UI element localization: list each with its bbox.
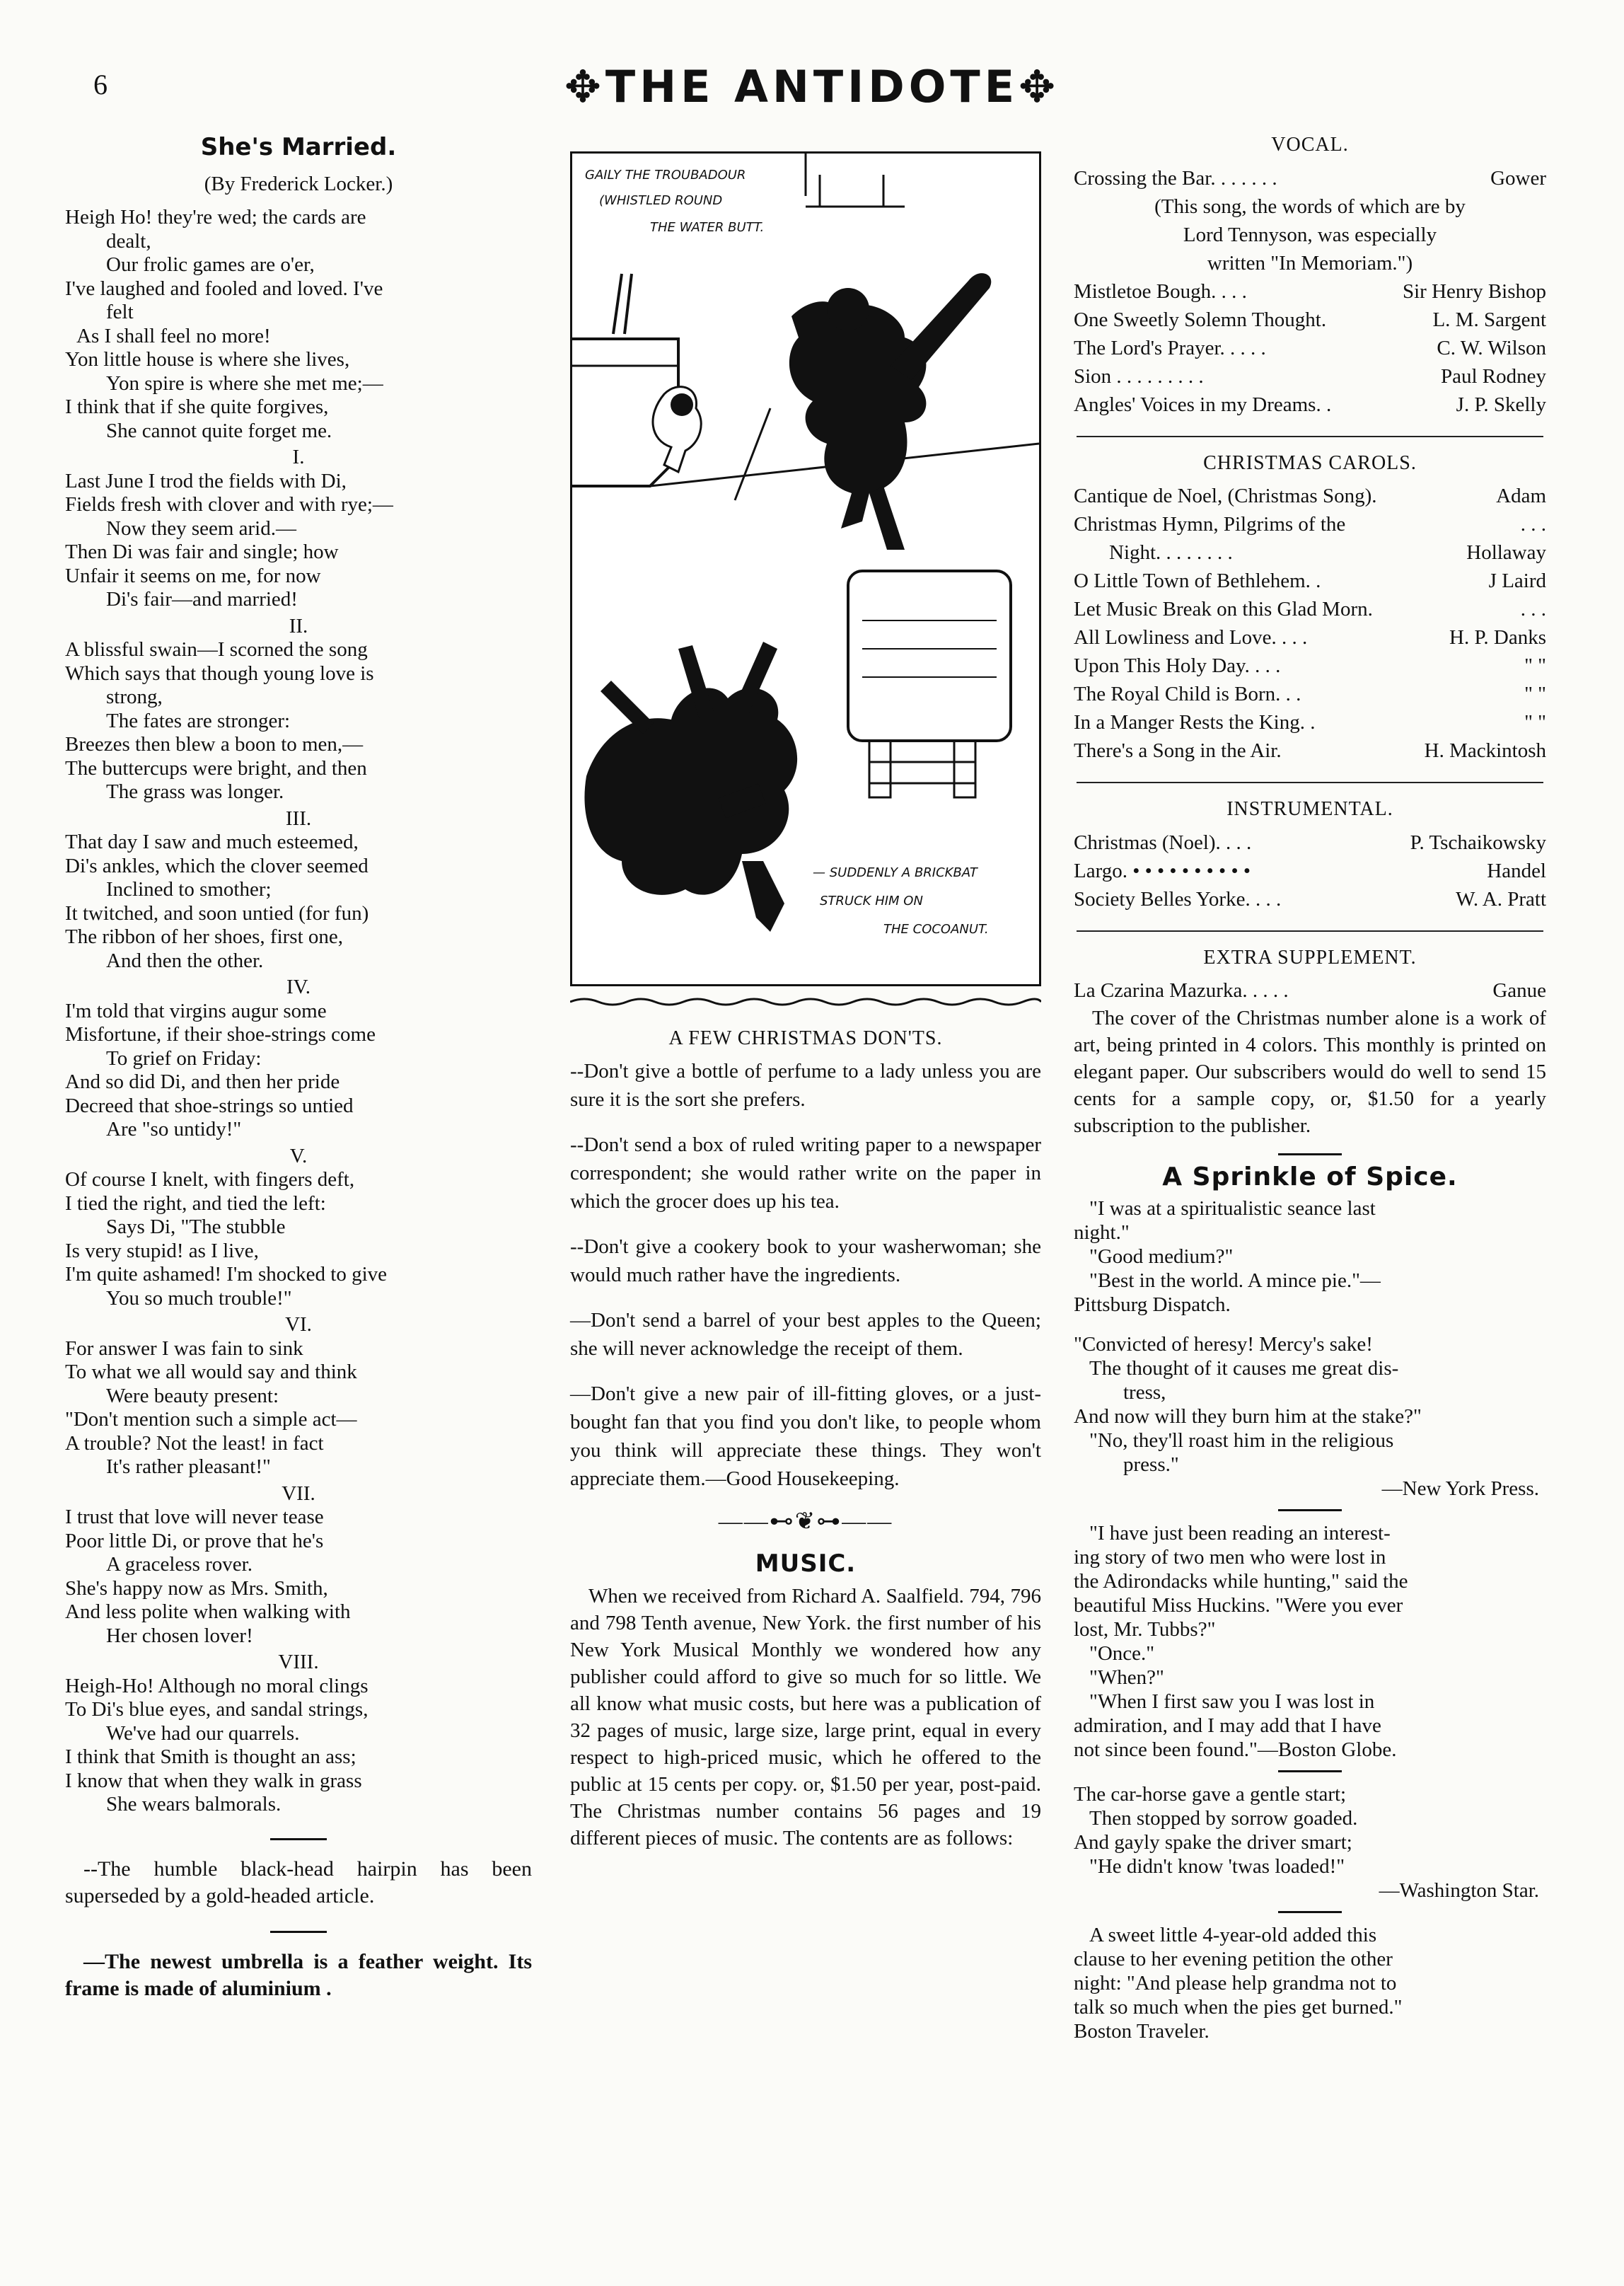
cartoon-caption: STRUCK HIM ON	[820, 894, 923, 908]
poem-line: A trouble? Not the least! in fact	[65, 1431, 324, 1455]
hairpin-note: --The humble black-head hairpin has been superseded by a gold-headed article.	[65, 1857, 532, 1907]
ornament-divider: ——⊷❦⊶——	[718, 1508, 893, 1535]
entry-note: Lord Tennyson, was especially	[1183, 223, 1437, 246]
entry-author: Paul Rodney	[1440, 364, 1546, 388]
joke-line: Pittsburg Dispatch.	[1074, 1293, 1231, 1316]
stanza-number: VII.	[282, 1482, 315, 1505]
poem-intro	[65, 206, 532, 443]
joke-line: "He didn't know 'twas loaded!"	[1089, 1854, 1345, 1878]
poem-line: Yon little house is where she lives,	[65, 348, 350, 371]
music-entry	[1074, 362, 1546, 391]
middle-column	[570, 127, 1041, 1869]
poem-line: Is very stupid! as I live,	[65, 1239, 259, 1262]
poem-line: And so did Di, and then her pride	[65, 1070, 340, 1093]
section-divider	[1077, 930, 1543, 932]
joke-line: Boston Traveler.	[1074, 2019, 1210, 2043]
entry-note: (This song, the words of which are by	[1154, 195, 1466, 218]
joke-line: press."	[1123, 1453, 1179, 1476]
entry-author: . . .	[1520, 598, 1546, 620]
stanza-number: II.	[289, 614, 308, 637]
masthead-title: ✥THE ANTIDOTE✥	[564, 61, 1060, 112]
entry-title: Let Music Break on this Glad Morn.	[1074, 598, 1373, 620]
poem-line: A graceless rover.	[106, 1553, 253, 1576]
stanza-number: IV.	[286, 976, 311, 998]
stanza-number: V.	[289, 1144, 308, 1167]
spice-heading: A Sprinkle of Spice.	[1162, 1162, 1458, 1191]
poem-line: Our frolic games are o'er,	[106, 253, 315, 276]
music-entry	[1074, 567, 1546, 595]
music-entry	[1074, 708, 1546, 737]
joke-source: —Washington Star.	[1379, 1878, 1539, 1902]
joke-block	[1074, 1782, 1546, 1903]
music-heading: MUSIC.	[755, 1549, 857, 1578]
joke-line: talk so much when the pies get burned."	[1074, 1995, 1403, 2019]
section-divider	[1278, 1911, 1342, 1913]
joke-line: tress,	[1123, 1380, 1166, 1404]
entry-title: Night. . . . . . . .	[1109, 541, 1233, 564]
entry-title: Crossing the Bar. . . . . . .	[1074, 166, 1277, 190]
joke-line: "When I first saw you I was lost in	[1089, 1690, 1375, 1713]
section-divider	[1077, 782, 1543, 783]
cartoon-illustration	[570, 151, 1041, 986]
section-divider	[1278, 1153, 1342, 1155]
poem-line: Last June I trod the fields with Di,	[65, 469, 347, 492]
poem-line: Heigh Ho! they're wed; the cards are	[65, 206, 366, 229]
entry-author: J Laird	[1488, 570, 1546, 592]
entry-author: Sir Henry Bishop	[1403, 279, 1546, 303]
music-entry	[1074, 652, 1546, 680]
music-entry	[1074, 737, 1546, 765]
entry-title: One Sweetly Solemn Thought.	[1074, 308, 1327, 331]
stanza-number: III.	[285, 807, 312, 830]
entry-title: Society Belles Yorke. . . .	[1074, 887, 1282, 911]
vocal-heading: VOCAL.	[1271, 134, 1349, 156]
joke-line: And now will they burn him at the stake?"	[1074, 1404, 1422, 1428]
entry-author: J. P. Skelly	[1456, 393, 1546, 416]
joke-line: The thought of it causes me great dis-	[1089, 1356, 1399, 1380]
joke-line: "When?"	[1089, 1666, 1164, 1689]
poem-line: Breezes then blew a boon to men,—	[65, 733, 364, 756]
joke-line: lost, Mr. Tubbs?"	[1074, 1617, 1216, 1641]
poem-title: She's Married.	[200, 133, 397, 161]
donts-heading: A FEW CHRISTMAS DON'TS.	[668, 1027, 943, 1049]
poem-line: To what we all would say and think	[65, 1361, 357, 1383]
entry-author: " "	[1524, 711, 1546, 734]
entry-author: Handel	[1487, 859, 1546, 882]
poem-line: Inclined to smother;	[106, 878, 272, 901]
poem-line: "Don't mention such a simple act—	[65, 1408, 357, 1431]
poem-line: I'm quite ashamed! I'm shocked to give	[65, 1263, 387, 1286]
poem-line: Di's ankles, which the clover seemed	[65, 854, 369, 877]
entry-author: P. Tschaikowsky	[1410, 831, 1546, 854]
entry-title: Mistletoe Bough. . . .	[1074, 279, 1247, 303]
poem-line: The grass was longer.	[106, 780, 284, 803]
section-divider	[270, 1931, 327, 1933]
poem-line: You so much trouble!"	[106, 1286, 292, 1310]
entry-author: Adam	[1496, 485, 1546, 507]
poem-line: Yon spire is where she met me;—	[106, 371, 383, 395]
stanza-number: VI.	[285, 1313, 312, 1336]
joke-line: the Adirondacks while hunting," said the	[1074, 1569, 1408, 1593]
music-entry	[1074, 391, 1546, 419]
entry-author: . . .	[1520, 513, 1546, 536]
entry-title: Largo. • • • • • • • • • •	[1074, 859, 1251, 882]
music-entry	[1074, 334, 1546, 362]
joke-source: —New York Press.	[1381, 1477, 1539, 1500]
joke-line: beautiful Miss Huckins. "Were you ever	[1074, 1593, 1403, 1617]
joke-line: "Good medium?"	[1089, 1245, 1234, 1268]
poem-line: For answer I was fain to sink	[65, 1337, 303, 1360]
poem-line: I trust that love will never tease	[65, 1506, 324, 1528]
poem-line: The fates are stronger:	[106, 709, 291, 732]
poem-line: We've had our quarrels.	[106, 1721, 300, 1745]
poem-line: Unfair it seems on me, for now	[65, 564, 321, 587]
entry-title: Angles' Voices in my Dreams. .	[1074, 393, 1332, 416]
entry-title: O Little Town of Bethlehem. .	[1074, 570, 1321, 592]
poem-line: The ribbon of her shoes, first one,	[65, 925, 344, 948]
poem-line: Poor little Di, or prove that he's	[65, 1529, 324, 1552]
donts-item: —Don't send a barrel of your best apples to the Queen; she will never acknowledge the receipt of them.	[570, 1309, 1041, 1360]
supplement-heading: EXTRA SUPPLEMENT.	[1203, 946, 1417, 969]
supplement-body: The cover of the Christmas number alone is a work of art, being printed in 4 colors. This monthly is printed on elegant paper. Our subscribers would do well to send 15 cents for a sample copy, or, $1.50 for a yearly subscription to the publisher.	[1074, 1007, 1546, 1137]
stanza-number: I.	[292, 446, 305, 468]
entry-title: The Lord's Prayer. . . . .	[1074, 336, 1266, 359]
cartoon-caption: GAILY THE TROUBADOUR	[585, 168, 746, 183]
cartoon-caption: — SUDDENLY A BRICKBAT	[813, 865, 978, 880]
instrumental-heading: INSTRUMENTAL.	[1226, 798, 1393, 820]
music-entry	[1074, 164, 1546, 192]
section-divider	[1278, 1509, 1342, 1511]
music-entry	[1074, 680, 1546, 708]
joke-block	[1074, 1923, 1546, 2043]
entry-author: Gower	[1490, 166, 1546, 190]
joke-line: "Best in the world. A mince pie."—	[1089, 1269, 1381, 1292]
poem-line: dealt,	[106, 229, 151, 253]
poem-line: It's rather pleasant!"	[106, 1455, 271, 1478]
entry-title: All Lowliness and Love. . . .	[1074, 626, 1308, 649]
entry-title: Upon This Holy Day. . . .	[1074, 654, 1281, 677]
entry-title: Christmas (Noel). . . .	[1074, 831, 1252, 854]
entry-author: Ganue	[1492, 979, 1546, 1002]
entry-title: Cantique de Noel, (Christmas Song).	[1074, 485, 1377, 507]
joke-block	[1074, 1332, 1546, 1501]
joke-line: clause to her evening petition the other	[1074, 1947, 1393, 1970]
poem-line: I think that Smith is thought an ass;	[65, 1745, 356, 1768]
music-entry	[1074, 306, 1546, 334]
poem-line: To grief on Friday:	[106, 1046, 262, 1070]
cartoon-caption: (WHISTLED ROUND	[599, 193, 723, 208]
joke-block	[1074, 1521, 1546, 1762]
joke-line: Then stopped by sorrow goaded.	[1089, 1806, 1358, 1830]
poem-byline: (By Frederick Locker.)	[204, 172, 393, 195]
right-column	[1074, 127, 1546, 2049]
joke-line: not since been found."—Boston Globe.	[1074, 1738, 1397, 1761]
joke-line: The car-horse gave a gentle start;	[1074, 1782, 1347, 1806]
donts-item: --Don't give a cookery book to your washerwoman; she would much rather have the ingredients.	[570, 1235, 1041, 1286]
joke-line: "I have just been reading an interest-	[1089, 1521, 1391, 1545]
joke-line: "No, they'll roast him in the religious	[1089, 1428, 1394, 1452]
joke-line: "Convicted of heresy! Mercy's sake!	[1074, 1332, 1373, 1356]
music-entry	[1074, 885, 1546, 913]
poem-line: She cannot quite forget me.	[106, 419, 332, 442]
poem-line: Says Di, "The stubble	[106, 1216, 286, 1238]
cartoon-drawing	[572, 154, 1039, 984]
music-entry	[1074, 976, 1546, 1005]
donts-item: —Don't give a new pair of ill-fitting gloves, or a just-bought fan that you find you don't like, to people whom you think will appreciate these things. They won't appreciate them.—Good Housekeeping.	[570, 1382, 1041, 1490]
poem-line: felt	[106, 301, 134, 323]
entry-note: written "In Memoriam.")	[1207, 251, 1413, 275]
music-entry	[1074, 510, 1546, 538]
joke-line: And gayly spake the driver smart;	[1074, 1830, 1352, 1854]
page-number: 6	[93, 69, 108, 100]
poem-line: Of course I knelt, with fingers deft,	[65, 1168, 355, 1191]
music-entry	[1074, 857, 1546, 885]
music-entry	[1074, 538, 1546, 567]
music-entry	[1074, 482, 1546, 510]
poem-line: Then Di was fair and single; how	[65, 541, 339, 563]
carols-heading: CHRISTMAS CAROLS.	[1203, 451, 1417, 474]
section-divider	[1077, 436, 1543, 437]
entry-author: " "	[1524, 683, 1546, 705]
section-divider	[1278, 1770, 1342, 1772]
joke-line: A sweet little 4-year-old added this	[1089, 1923, 1377, 1946]
poem-line: Now they seem arid.—	[106, 516, 296, 540]
entry-author: C. W. Wilson	[1437, 336, 1546, 359]
cartoon-caption: THE COCOANUT.	[883, 922, 989, 937]
entry-title: Christmas Hymn, Pilgrims of the	[1074, 513, 1346, 536]
poem-line: Were beauty present:	[106, 1384, 279, 1407]
poem-line: And then the other.	[106, 949, 264, 972]
poem-line: Heigh-Ho! Although no moral clings	[65, 1674, 369, 1697]
umbrella-note: —The newest umbrella is a feather weight. Its frame is made of aluminium .	[65, 1949, 532, 2000]
entry-title: In a Manger Rests the King. .	[1074, 711, 1316, 734]
entry-author: H. P. Danks	[1449, 626, 1546, 649]
entry-author: L. M. Sargent	[1432, 308, 1546, 331]
stanza-number: VIII.	[278, 1651, 319, 1673]
music-entry	[1074, 595, 1546, 623]
cartoon-caption: THE WATER BUTT.	[650, 220, 765, 235]
poem-line: Are "so untidy!"	[106, 1118, 242, 1141]
entry-author: " "	[1524, 654, 1546, 677]
joke-line: night: "And please help grandma not to	[1074, 1971, 1397, 1995]
joke-line: admiration, and I may add that I have	[1074, 1714, 1381, 1737]
joke-block	[1074, 1196, 1546, 1317]
left-column	[65, 127, 532, 2011]
donts-item: --Don't give a bottle of perfume to a lady unless you are sure it is the sort she prefers.	[570, 1060, 1041, 1111]
entry-title: Sion . . . . . . . . .	[1074, 364, 1204, 388]
poem-line: strong,	[106, 686, 163, 708]
poem-line: As I shall feel no more!	[76, 324, 271, 347]
poem-line: And less polite when walking with	[65, 1600, 351, 1623]
entry-author: Hollaway	[1466, 541, 1546, 564]
poem-line: Di's fair—and married!	[106, 588, 298, 611]
joke-line: "Once."	[1089, 1641, 1155, 1665]
poem-line: I think that if she quite forgives,	[65, 396, 329, 418]
poem-line: I'm told that virgins augur some	[65, 999, 327, 1022]
poem-line: Which says that though young love is	[65, 662, 374, 685]
poem-line: A blissful swain—I scorned the song	[65, 638, 368, 661]
joke-line: "I was at a spiritualistic seance last	[1089, 1196, 1376, 1220]
joke-line: ing story of two men who were lost in	[1074, 1545, 1386, 1569]
wavy-divider	[570, 996, 1041, 1008]
poem-line: I know that when they walk in grass	[65, 1769, 362, 1792]
music-entry	[1074, 277, 1546, 306]
music-entry	[1074, 829, 1546, 857]
poem-line: Misfortune, if their shoe-strings come	[65, 1023, 376, 1046]
entry-title: La Czarina Mazurka. . . . .	[1074, 979, 1289, 1002]
poem-line: I tied the right, and tied the left:	[65, 1191, 326, 1215]
joke-line: night."	[1074, 1220, 1130, 1244]
entry-author: H. Mackintosh	[1424, 739, 1546, 762]
poem-line: Fields fresh with clover and with rye;—	[65, 493, 393, 516]
entry-title: The Royal Child is Born. . .	[1074, 683, 1301, 705]
poem-line: Her chosen lover!	[106, 1624, 253, 1647]
music-body: When we received from Richard A. Saalfield. 794, 796 and 798 Tenth avenue, New York. the first number of his New York Musical Monthly we wondered how any publisher could afford to give so much for so little. We all know what music costs, but here was a publication of 32 pages of music, large size, large print, equal in every respect to high-priced music, which he offered to the public at 15 cents per copy. or, $1.50 per year, post-paid. The Christmas number contains 56 pages and 19 different pieces of music. The contents are as follows:	[570, 1585, 1041, 1849]
poem-line: That day I saw and much esteemed,	[65, 831, 359, 853]
poem-line: To Di's blue eyes, and sandal strings,	[65, 1698, 369, 1721]
poem-line: She wears balmorals.	[106, 1793, 282, 1815]
section-divider	[270, 1838, 327, 1840]
poem-line: I've laughed and fooled and loved. I've	[65, 277, 383, 300]
entry-title: There's a Song in the Air.	[1074, 739, 1282, 762]
poem-line: It twitched, and soon untied (for fun)	[65, 901, 369, 925]
poem-line: Decreed that shoe-strings so untied	[65, 1094, 354, 1117]
donts-item: --Don't send a box of ruled writing paper to a newspaper correspondent; she would rather write on the paper in which the grocer does up his tea.	[570, 1133, 1041, 1213]
entry-author: W. A. Pratt	[1456, 887, 1546, 911]
poem-line: She's happy now as Mrs. Smith,	[65, 1576, 328, 1600]
poem-line: The buttercups were bright, and then	[65, 756, 367, 780]
music-entry	[1074, 623, 1546, 652]
